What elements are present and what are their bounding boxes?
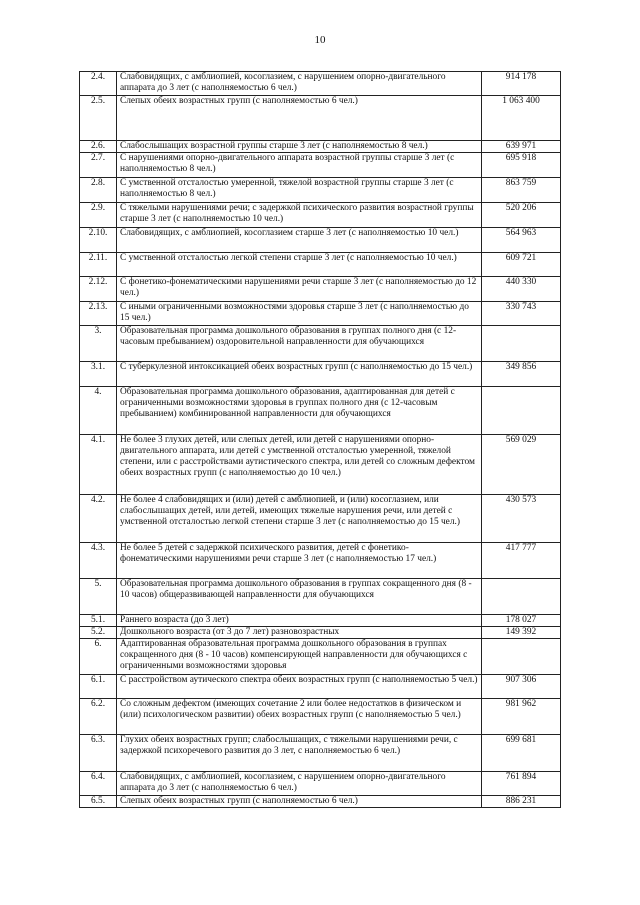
row-description: С туберкулезной интоксикацией обеих возрастных групп (с наполняемостью до 15 чел.) [117, 362, 482, 387]
table-row [80, 675, 561, 699]
row-description: Слабослышащих возрастной группы старше 3 лет (с наполняемостью 8 чел.) [117, 141, 482, 153]
row-number: 6. [80, 639, 117, 675]
row-description: С умственной отсталостью умеренной, тяжелой возрастной группы старше 3 лет (с наполняемостью 8 чел.) [117, 178, 482, 203]
row-amount: 1 063 400 [482, 96, 561, 141]
row-description: С тяжелыми нарушениями речи; с задержкой психического развития возрастной группы старше 3 лет (с наполняемостью 10 чел.) [117, 203, 482, 228]
row-amount: 863 759 [482, 178, 561, 203]
table-body [80, 72, 561, 808]
row-description: Глухих обеих возрастных групп; слабослышащих, с тяжелыми нарушениями речи, с задержкой психоречевого развития до 3 лет, с наполняемостью 6 чел.) [117, 735, 482, 772]
row-number: 2.10. [80, 228, 117, 253]
table-row [80, 277, 561, 302]
table-row [80, 153, 561, 178]
row-description: С умственной отсталостью легкой степени старше 3 лет (с наполняемостью 10 чел.) [117, 253, 482, 277]
table-row [80, 228, 561, 253]
row-number: 2.6. [80, 141, 117, 153]
table-row [80, 435, 561, 495]
row-number: 6.4. [80, 772, 117, 796]
row-number: 5.2. [80, 627, 117, 639]
row-description: Слепых обеих возрастных групп (с наполняемостью 6 чел.) [117, 96, 482, 141]
row-amount: 149 392 [482, 627, 561, 639]
row-amount [482, 326, 561, 362]
row-number: 3.1. [80, 362, 117, 387]
table-row [80, 579, 561, 615]
row-number: 2.11. [80, 253, 117, 277]
row-amount: 761 894 [482, 772, 561, 796]
row-amount: 178 027 [482, 615, 561, 627]
table-row [80, 387, 561, 435]
table-row [80, 796, 561, 808]
row-amount: 699 681 [482, 735, 561, 772]
row-description: Не более 3 глухих детей, или слепых детей, или детей с нарушениями опорно-двигательного аппарата, или детей с умственной отсталостью умеренной, тяжелой степени, или с расстройствами аутистического спектра, или детей со сложным дефектом обеих возрастных групп (с наполняемостью до 10 чел.) [117, 435, 482, 495]
row-number: 6.5. [80, 796, 117, 808]
row-number: 2.5. [80, 96, 117, 141]
row-number: 5. [80, 579, 117, 615]
table-row [80, 772, 561, 796]
row-number: 6.1. [80, 675, 117, 699]
table-row [80, 639, 561, 675]
row-amount [482, 579, 561, 615]
table-row [80, 302, 561, 326]
row-amount: 695 918 [482, 153, 561, 178]
row-description: Слабовидящих, с амблиопией, косоглазием, с нарушением опорно-двигательного аппарата до 3 лет (с наполняемостью 6 чел.) [117, 72, 482, 96]
row-description: Со сложным дефектом (имеющих сочетание 2 или более недостатков в физическом и (или) психологическом развитии) обеих возрастных групп (с наполняемостью 5 чел.) [117, 699, 482, 735]
table-row [80, 178, 561, 203]
row-description: Не более 5 детей с задержкой психического развития, детей с фонетико-фонематическими нарушениями речи старше 3 лет (с наполняемостью 17 чел.) [117, 543, 482, 579]
row-amount: 609 721 [482, 253, 561, 277]
row-description: Образовательная программа дошкольного образования, адаптированная для детей с ограниченными возможностями здоровья в группах полного дня (с 12-часовым пребыванием) комбинированной направленности для обучающихся [117, 387, 482, 435]
row-amount: 886 231 [482, 796, 561, 808]
row-number: 2.12. [80, 277, 117, 302]
row-amount: 981 962 [482, 699, 561, 735]
row-description: Дошкольного возраста (от 3 до 7 лет) разновозрастных [117, 627, 482, 639]
row-amount: 914 178 [482, 72, 561, 96]
table-row [80, 699, 561, 735]
row-amount: 349 856 [482, 362, 561, 387]
table-row [80, 72, 561, 96]
table-row [80, 141, 561, 153]
row-description: С нарушениями опорно-двигательного аппарата возрастной группы старше 3 лет (с наполняемостью 8 чел.) [117, 153, 482, 178]
table-row [80, 253, 561, 277]
row-amount: 520 206 [482, 203, 561, 228]
row-amount: 430 573 [482, 495, 561, 543]
table-row [80, 615, 561, 627]
row-description: Слепых обеих возрастных групп (с наполняемостью 6 чел.) [117, 796, 482, 808]
tariff-table [79, 71, 561, 808]
row-description: С расстройством аутического спектра обеих возрастных групп (с наполняемостью 5 чел.) [117, 675, 482, 699]
row-number: 2.4. [80, 72, 117, 96]
table-row [80, 735, 561, 772]
row-description: Образовательная программа дошкольного образования в группах сокращенного дня (8 - 10 часов) общеразвивающей направленности для обучающихся [117, 579, 482, 615]
row-number: 2.9. [80, 203, 117, 228]
table-row [80, 543, 561, 579]
row-description: Не более 4 слабовидящих и (или) детей с амблиопией, и (или) косоглазием, или слабослышащих детей, или детей, имеющих тяжелые нарушения речи, или детей с умственной отсталостью легкой степени старше 3 лет (с наполняемостью до 15 чел.) [117, 495, 482, 543]
row-description: С фонетико-фонематическими нарушениями речи старше 3 лет (с наполняемостью до 12 чел.) [117, 277, 482, 302]
table-row [80, 96, 561, 141]
table-row [80, 627, 561, 639]
row-number: 2.13. [80, 302, 117, 326]
row-amount: 639 971 [482, 141, 561, 153]
row-description: Слабовидящих, с амблиопией, косоглазием, с нарушением опорно-двигательного аппарата до 3 лет (с наполняемостью 6 чел.) [117, 772, 482, 796]
row-description: Адаптированная образовательная программа дошкольного образования в группах сокращенного дня (8 - 10 часов) компенсирующей направленности для обучающихся с ограниченными возможностями здоровья [117, 639, 482, 675]
row-description: Слабовидящих, с амблиопией, косоглазием старше 3 лет (с наполняемостью 10 чел.) [117, 228, 482, 253]
row-amount: 330 743 [482, 302, 561, 326]
row-number: 2.7. [80, 153, 117, 178]
row-number: 6.2. [80, 699, 117, 735]
row-number: 5.1. [80, 615, 117, 627]
page-number: 10 [314, 34, 326, 46]
row-number: 2.8. [80, 178, 117, 203]
row-description: Образовательная программа дошкольного образования в группах полного дня (с 12-часовым пребыванием) оздоровительной направленности для обучающихся [117, 326, 482, 362]
row-number: 6.3. [80, 735, 117, 772]
row-amount: 564 963 [482, 228, 561, 253]
row-description: С иными ограниченными возможностями здоровья старше 3 лет (с наполняемостью до 15 чел.) [117, 302, 482, 326]
row-number: 4.2. [80, 495, 117, 543]
table-row [80, 326, 561, 362]
row-amount: 569 029 [482, 435, 561, 495]
row-amount [482, 639, 561, 675]
row-number: 4.1. [80, 435, 117, 495]
table-row [80, 495, 561, 543]
row-number: 3. [80, 326, 117, 362]
table-row [80, 362, 561, 387]
row-amount: 417 777 [482, 543, 561, 579]
row-amount [482, 387, 561, 435]
row-number: 4.3. [80, 543, 117, 579]
row-number: 4. [80, 387, 117, 435]
row-description: Раннего возраста (до 3 лет) [117, 615, 482, 627]
row-amount: 440 330 [482, 277, 561, 302]
row-amount: 907 306 [482, 675, 561, 699]
table-row [80, 203, 561, 228]
